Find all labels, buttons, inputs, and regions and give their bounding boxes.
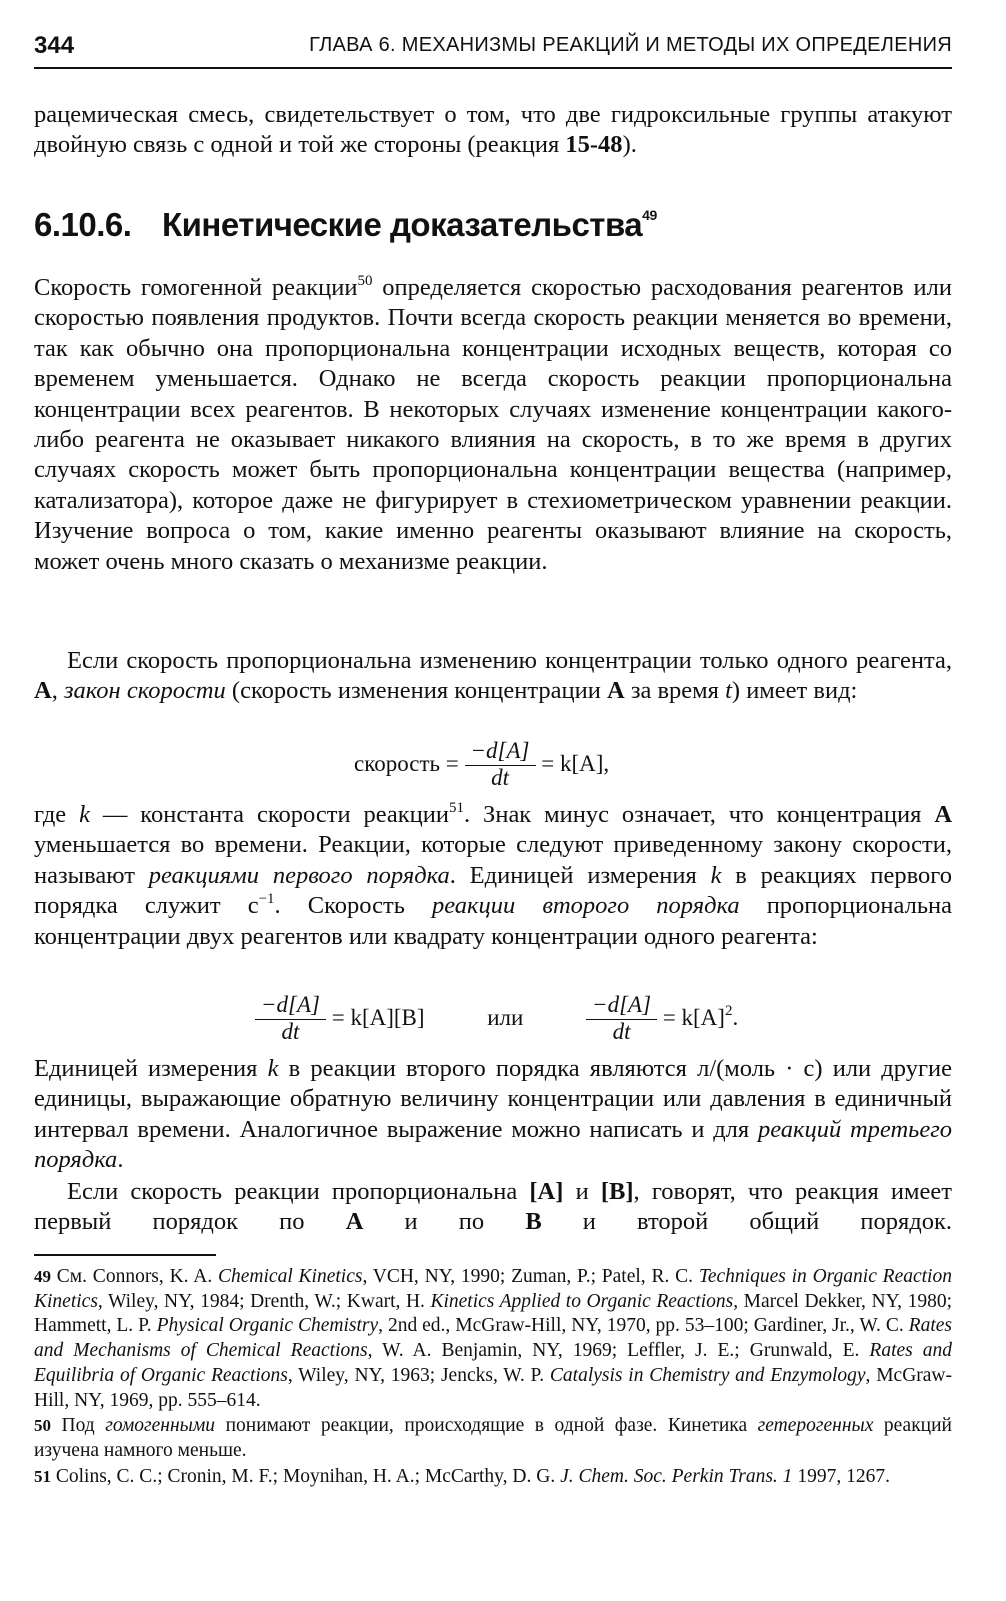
footnote-51: 51 Colins, C. C.; Cronin, M. F.; Moynihan, H. A.; McCarthy, D. G. J. Chem. Soc. Perkin Trans. 1 1997, 1267. [34,1465,890,1487]
equation-first-order: скорость = $\frac{-d[A]}{dt}$ = k[A], [354,738,610,790]
equation-second-order: $\frac{-d[A]}{dt}$ = k[A][B] или $\frac{-d[A]}{dt}$ = $k[A]^2$. [255,992,738,1044]
fraction: $\frac{-d[A]}{dt}$ [255,992,326,1044]
footnote-50: 50 Под гомогенными понимают реакции, происходящие в одной фазе. Кинетика гетерогенных реакций изучена намного меньше. [34,1415,952,1461]
footnote-marker: 50 [357,273,373,289]
term-first-order: реакциями первого порядка [148,861,450,889]
header-rule [34,67,952,69]
footnote-marker: 49 [642,207,657,223]
fraction: $\frac{-d[A]}{dt}$ [586,992,657,1044]
footnotes [34,1265,952,1490]
running-title: ГЛАВА 6. МЕХАНИЗМЫ РЕАКЦИЙ И МЕТОДЫ ИХ ОПРЕДЕЛЕНИЯ [309,34,952,56]
page-number: 344 [34,32,75,59]
footnote-separator [34,1254,216,1256]
term-third-order: реакций третьего порядка [34,1115,952,1174]
paragraph-2: Если скорость пропорциональна изменению концентрации только одного реагента, A, закон скорости (скорость изменения концентрации A за время t) имеет вид: [34,647,952,705]
term-rate-law: закон скорости [63,677,226,705]
footnote-marker: 51 [449,800,465,816]
paragraph-1: Скорость гомогенной реакции$^{50}$ определяется скоростью расходования реагентов или скоростью появления продуктов. Почти всегда скорость реакции меняется во времени, так как обычно она пропорциональна концентрации исходных веществ, которая со временем уменьшается. Однако не всегда скорость реакции пропорциональна концентрации всех реагентов. В некоторых случаях изменение концентрации какого-либо реагента не оказывает никакого влияния на скорость, в то же время в других случаях скорость может быть пропорциональна концентрации вещества (например, катализатора), которое даже не фигурирует в стехиометрическом уравнении реакции. Изучение вопроса о том, какие именно реагенты оказывают влияние на скорость, может очень много сказать о механизме реакции. [34,273,952,575]
paragraph-5: Если скорость реакции пропорциональна [A] и [B], говорят, что реакция имеет первый порядок по A и по B и второй общий порядок. [34,1178,952,1236]
section-title: Кинетические доказательства [162,206,643,243]
fraction: $\frac{-d[A]}{dt}$ [465,738,536,790]
intro-paragraph: рацемическая смесь, свидетельствует о том, что две гидроксильные группы атакуют двойную связь с одной и той же стороны (реакция 15-48). [34,101,952,159]
section-number: 6.10.6. [34,206,132,243]
section-heading [34,206,657,244]
footnote-49: 49 См. Connors, K. A. Chemical Kinetics, VCH, NY, 1990; Zuman, P.; Patel, R. C. Techniques in Organic Reaction Kinetics, Wiley, NY, 1984; Drenth, W.; Kwart, H. Kinetics Applied to Organic Reactions, Marcel Dekker, NY, 1980; Hammett, L. P. Physical Organic Chemistry, 2nd ed., McGraw-Hill, NY, 1970, pp. 53–100; Gardiner, Jr., W. C. Rates and Mechanisms of Chemical Reactions, W. A. Benjamin, NY, 1969; Leffler, J. E.; Grunwald, E. Rates and Equilibria of Organic Reactions, Wiley, NY, 1963; Jencks, W. P. Catalysis in Chemistry and Enzymology, McGraw-Hill, NY, 1969, pp. 555–614. [34,1266,952,1411]
page-header [34,22,952,64]
paragraph-3: где k — константа скорости реакции$^{51}$. Знак минус означает, что концентрация A уменьшается во времени. Реакции, которые следуют приведенному закону скорости, называют реакциями первого порядка. Единицей измерения k в реакциях первого порядка служит $с^{-1}$. Скорость реакции второго порядка пропорциональна концентрации двух реагентов или квадрату концентрации одного реагента: [34,800,953,950]
reaction-reference: 15-48 [565,131,623,159]
term-second-order: реакции второго порядка [431,892,740,920]
paragraph-4: Единицей измерения k в реакции второго порядка являются л/(моль · с) или другие единицы, выражающие обратную величину концентрации или давления в единичный интервал времени. Аналогичное выражение можно написать и для реакций третьего порядка. [34,1055,952,1174]
